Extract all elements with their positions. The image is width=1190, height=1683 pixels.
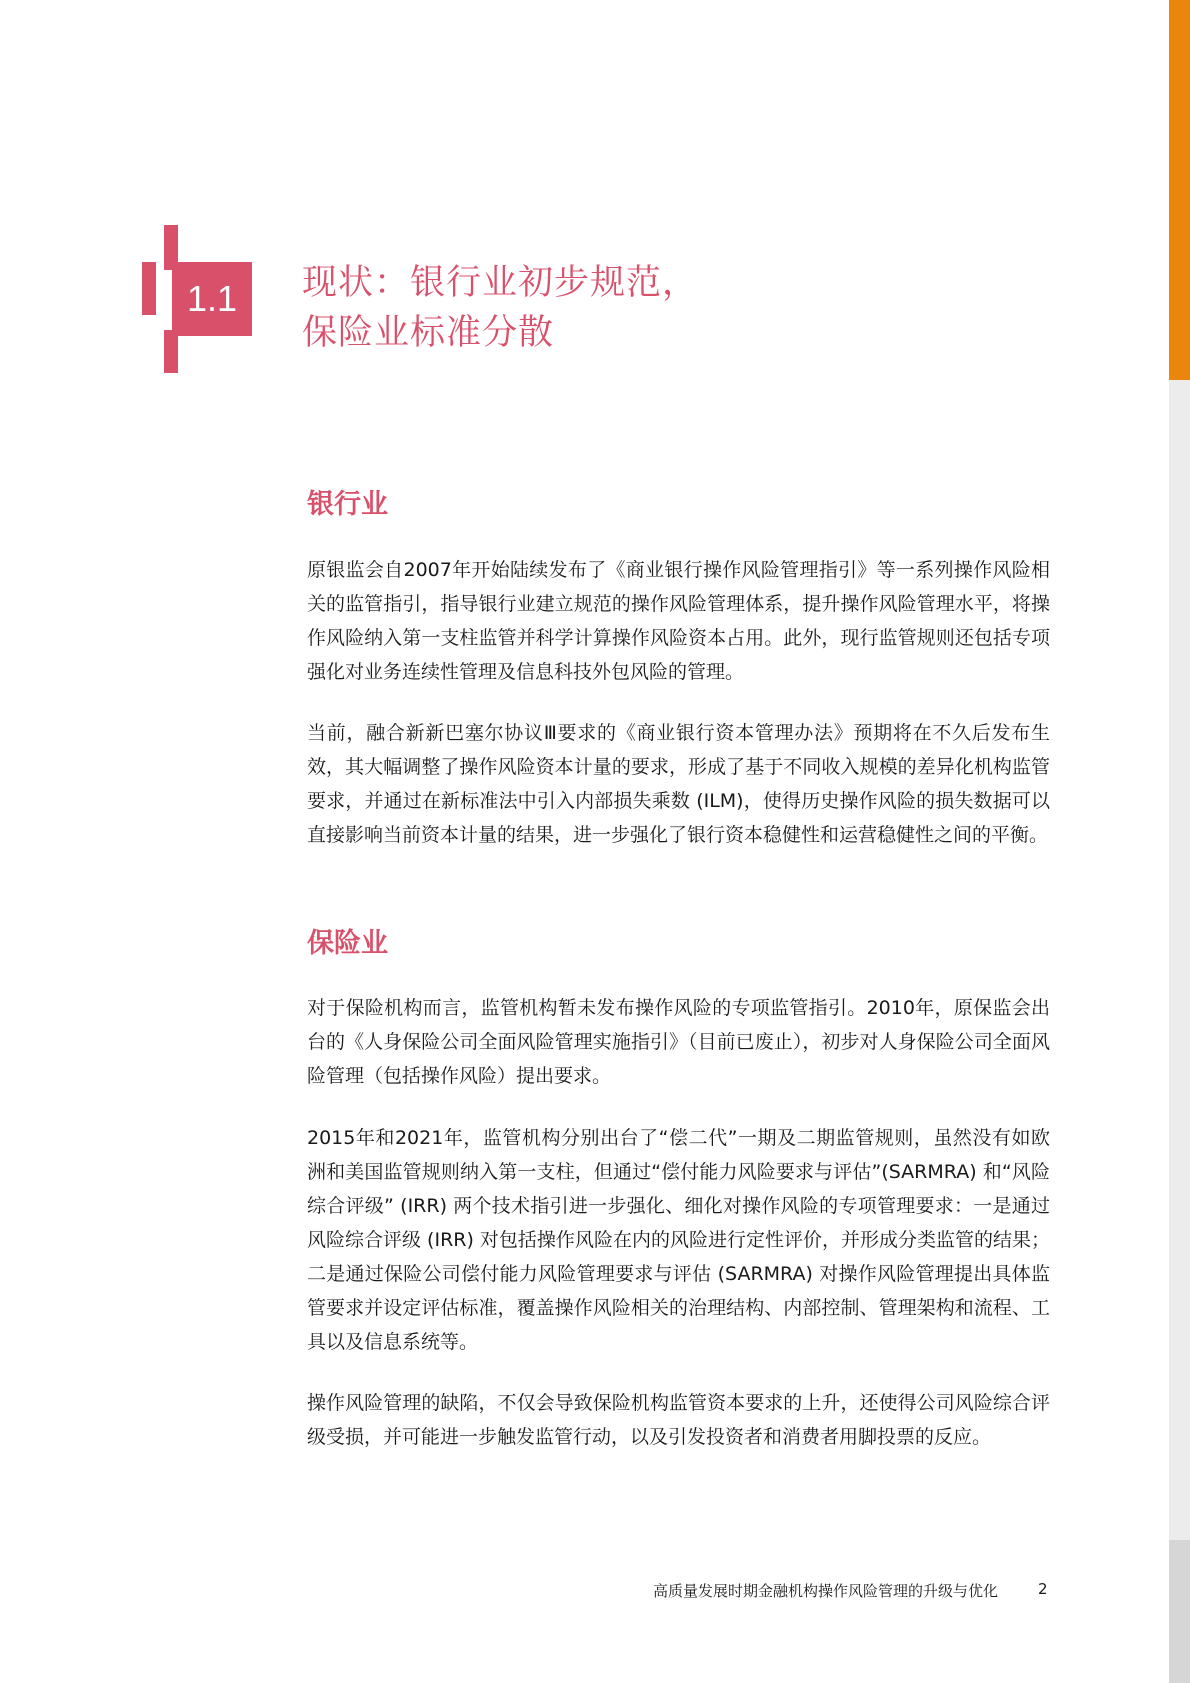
- insurance-paragraph-2: 2015年和2021年，监管机构分别出台了“偿二代”一期及二期监管规则，虽然没有如欧洲和美国监管规则纳入第一支柱，但通过“偿付能力风险要求与评估”(SARMRA) 和“风险综合评级” (IRR) 两个技术指引进一步强化、细化对操作风险的专项管理要求：一是通过风险综合评级 (IRR) 对包括操作风险在内的风险进行定性评价，并形成分类监管的结果；二是通过保险公司偿付能力风险管理要求与评估 (SARMRA) 对操作风险管理提出具体监管要求并设定评估标准，覆盖操作风险相关的治理结构、内部控制、管理架构和流程、工具以及信息系统等。: [307, 1127, 1050, 1353]
- banking-paragraph-2: 当前，融合新新巴塞尔协议Ⅲ要求的《商业银行资本管理办法》预期将在不久后发布生效，其大幅调整了操作风险资本计量的要求，形成了基于不同收入规模的差异化机构监管要求，并通过在新标准法中引入内部损失乘数 (ILM)，使得历史操作风险的损失数据可以直接影响当前资本计量的结果，进一步强化了银行资本稳健性和运营稳健性之间的平衡。: [307, 722, 1050, 846]
- banking-paragraph-1: 原银监会自2007年开始陆续发布了《商业银行操作风险管理指引》等一系列操作风险相关的监管指引，指导银行业建立规范的操作风险管理体系，提升操作风险管理水平，将操作风险纳入第一支柱监管并科学计算操作风险资本占用。此外，现行监管规则还包括专项强化对业务连续性管理及信息科技外包风险的管理。: [307, 559, 1050, 683]
- section-title-line-1: 现状：银行业初步规范，: [302, 263, 699, 303]
- section-marker-block-bottom: [164, 330, 178, 373]
- insurance-paragraph-1: 对于保险机构而言，监管机构暂未发布操作风险的专项监管指引。2010年，原保监会出台的《人身保险公司全面风险管理实施指引》（目前已废止），初步对人身保险公司全面风险管理（包括操作风险）提出要求。: [307, 997, 1050, 1087]
- edge-accent-bar: [1169, 0, 1190, 380]
- section-marker-block-left: [142, 262, 156, 315]
- edge-gray-bar: [1169, 380, 1190, 1540]
- insurance-paragraph-3: 操作风险管理的缺陷，不仅会导致保险机构监管资本要求的上升，还使得公司风险综合评级受损，并可能进一步触发监管行动，以及引发投资者和消费者用脚投票的反应。: [307, 1392, 1050, 1448]
- banking-heading: 银行业: [307, 489, 388, 520]
- section-title: [302, 258, 1022, 358]
- section-title-line-2: 保险业标准分散: [302, 313, 555, 353]
- edge-gray-bar-bottom: [1169, 1540, 1190, 1683]
- section-number: 1.1: [172, 262, 252, 336]
- insurance-heading: 保险业: [307, 928, 388, 959]
- page-number: 2: [1038, 1580, 1048, 1598]
- footer-title: 高质量发展时期金融机构操作风险管理的升级与优化: [652, 1582, 998, 1600]
